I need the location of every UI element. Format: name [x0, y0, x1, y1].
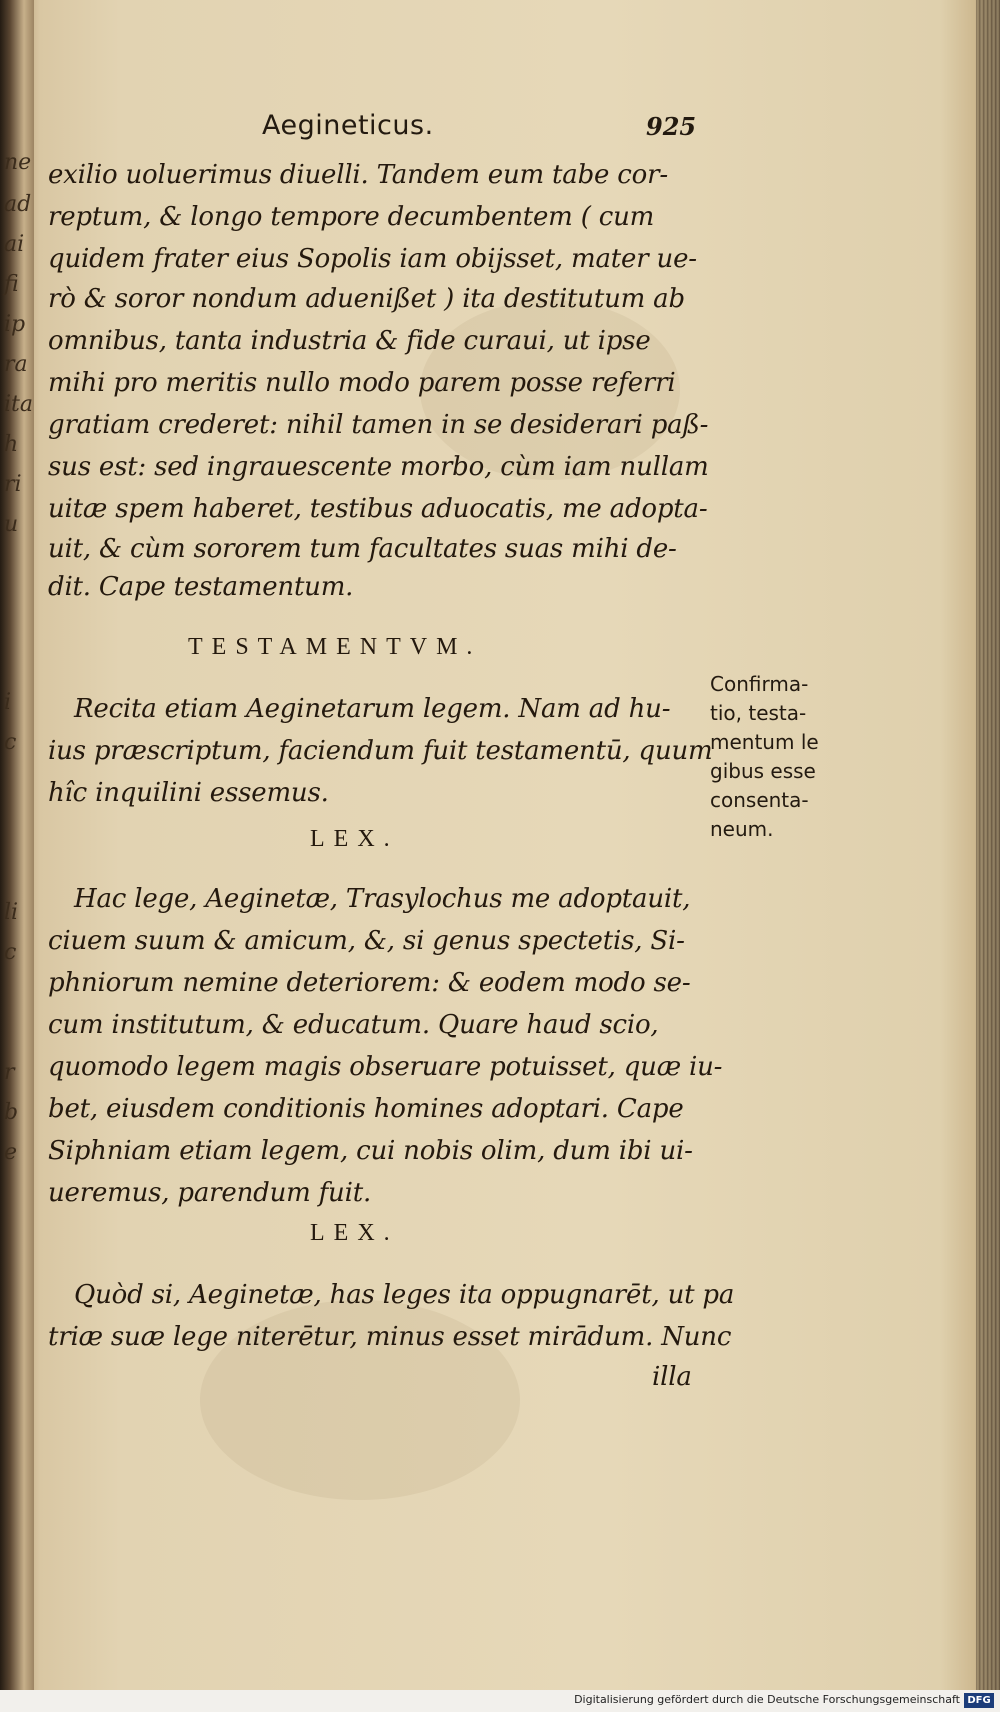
facing-page-fragment: li: [4, 900, 19, 925]
marginal-note-line: mentum le: [710, 730, 819, 754]
text-line: quidem frater eius Sopolis iam obijsset, mater ue-: [48, 244, 697, 274]
text-line: uit, & cùm sororem tum facultates suas mihi de-: [48, 534, 677, 564]
text-line: quomodo legem magis obseruare potuisset, quæ iu-: [48, 1052, 723, 1082]
dfg-logo-icon: DFG: [964, 1693, 994, 1708]
running-head: Aegineticus.: [262, 110, 434, 141]
digitization-footer: [0, 1690, 1000, 1712]
facing-page-fragment: ai: [4, 232, 25, 257]
text-line: Recita etiam Aeginetarum legem. Nam ad hu-: [74, 694, 671, 724]
facing-page-fragment: u: [4, 512, 19, 537]
text-line: exilio uoluerimus diuelli. Tandem eum tabe cor-: [48, 160, 668, 190]
marginal-note: [710, 670, 840, 844]
facing-page-fragment: ra: [4, 352, 28, 377]
facing-page-fragment: c: [4, 730, 17, 755]
marginal-note-line: Confirma-: [710, 672, 809, 696]
text-line: phniorum nemine deteriorem: & eodem modo se-: [48, 968, 691, 998]
facing-page-fragment: b: [4, 1100, 19, 1125]
text-line: Siphniam etiam legem, cui nobis olim, dum ibi ui-: [48, 1136, 693, 1166]
facing-page-fragment: ne: [4, 150, 32, 175]
facing-page-fragment: e: [4, 1140, 18, 1165]
facing-page-fragment: fi: [4, 272, 19, 297]
page-stack-edge: [976, 0, 1000, 1712]
text-line: ueremus, parendum fuit.: [48, 1178, 372, 1208]
facing-page-fragment: h: [4, 432, 19, 457]
marginal-note-line: neum.: [710, 817, 774, 841]
facing-page-fragment: ad: [4, 192, 32, 217]
text-line: rò & soror nondum aduenißet ) ita destitutum ab: [48, 284, 685, 314]
footer-credit: Digitalisierung gefördert durch die Deutsche Forschungsgemeinschaft: [574, 1693, 960, 1706]
facing-page-edge: [0, 0, 34, 1712]
text-line: hîc inquilini essemus.: [48, 778, 329, 808]
text-line: ius præscriptum, faciendum fuit testamentū, quum: [48, 736, 713, 766]
facing-page-fragment: c: [4, 940, 17, 965]
text-line: gratiam crederet: nihil tamen in se desiderari paß-: [48, 410, 709, 440]
page: [34, 0, 978, 1712]
facing-page-fragment: ip: [4, 312, 26, 337]
marginal-note-line: consenta-: [710, 788, 809, 812]
section-heading-testamentum: TESTAMENTVM.: [188, 634, 482, 660]
facing-page-fragment: ri: [4, 472, 22, 497]
text-line: cum institutum, & educatum. Quare haud scio,: [48, 1010, 659, 1040]
facing-page-fragment: r: [4, 1060, 15, 1085]
text-line: Hac lege, Aeginetæ, Trasylochus me adoptauit,: [74, 884, 691, 914]
facing-page-fragment: ita: [4, 392, 33, 417]
section-heading-lex: LEX.: [310, 826, 399, 852]
text-line: bet, eiusdem conditionis homines adoptari. Cape: [48, 1094, 684, 1124]
text-line: sus est: sed ingrauescente morbo, cùm iam nullam: [48, 452, 709, 482]
text-line: uitæ spem haberet, testibus aduocatis, me adopta-: [48, 494, 708, 524]
text-line: dit. Cape testamentum.: [48, 572, 354, 602]
text-line: mihi pro meritis nullo modo parem posse referri: [48, 368, 676, 398]
text-line: reptum, & longo tempore decumbentem ( cum: [48, 202, 655, 232]
page-number: 925: [646, 112, 697, 141]
text-line: Quòd si, Aeginetæ, has leges ita oppugnarēt, ut pa: [74, 1280, 735, 1310]
text-line: omnibus, tanta industria & fide curaui, ut ipse: [48, 326, 651, 356]
catchword: illa: [652, 1362, 692, 1392]
marginal-note-line: gibus esse: [710, 759, 816, 783]
facing-page-fragment: i: [4, 690, 12, 715]
section-heading-lex-2: LEX.: [310, 1220, 399, 1246]
marginal-note-line: tio, testa-: [710, 701, 807, 725]
text-line: ciuem suum & amicum, &, si genus spectetis, Si-: [48, 926, 685, 956]
text-line: triæ suæ lege niterētur, minus esset mirādum. Nunc: [48, 1322, 732, 1352]
